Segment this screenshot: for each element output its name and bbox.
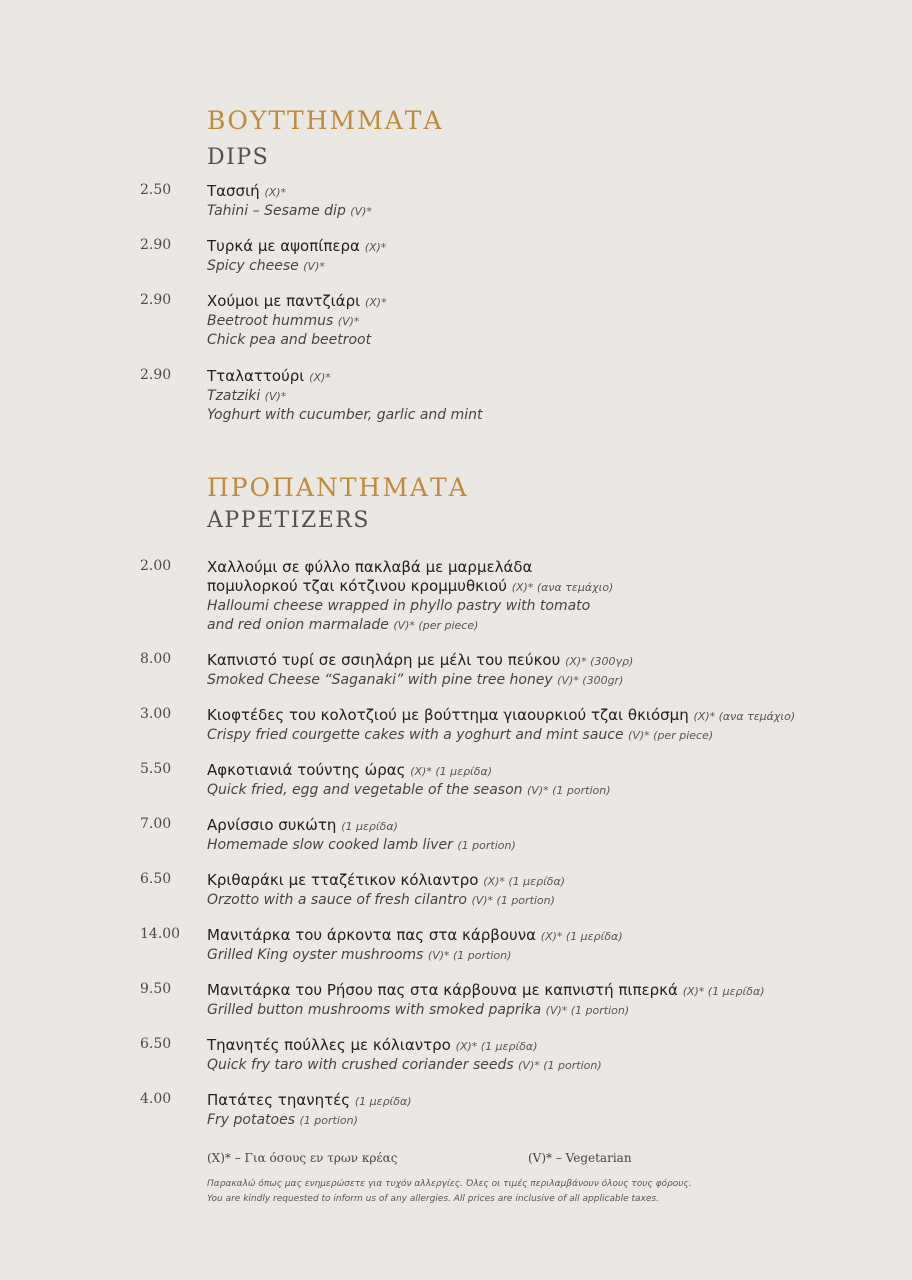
- item-note: (X)*: [264, 186, 287, 199]
- item-price: 6.50: [140, 871, 172, 887]
- item-note: (X)* (1 μερίδα): [410, 765, 493, 778]
- item-note: (V)* (300gr): [557, 674, 624, 687]
- item-name-greek: Μανιτάρκα του άρκοντα πας στα κάρβουνα: [207, 926, 536, 944]
- item-name-greek: Καπνιστό τυρί σε σσιηλάρη με μέλι του πεύκου: [207, 651, 561, 669]
- item-name-greek: Μανιτάρκα του Ρήσου πας στα κάρβουνα με καπνιστή πιπερκά: [207, 981, 678, 999]
- item-description-english: Chick pea and beetroot: [207, 332, 372, 348]
- item-price: 2.90: [140, 367, 172, 383]
- item-name-english: Smoked Cheese “Saganaki” with pine tree honey: [207, 672, 553, 688]
- item-name-english: Tzatziki: [207, 388, 261, 404]
- appetizers-title-english: APPETIZERS: [207, 508, 370, 533]
- item-name-english: Fry potatoes: [207, 1112, 296, 1128]
- item-name-english: Orzotto with a sauce of fresh cilantro: [207, 892, 467, 908]
- item-price: 5.50: [140, 761, 172, 777]
- item-note: (X)*: [364, 296, 387, 309]
- item-description-english: Yoghurt with cucumber, garlic and mint: [207, 407, 483, 423]
- item-note: (X)* (ανα τεμάχιο): [511, 581, 614, 594]
- item-note: (V)* (per piece): [393, 619, 479, 632]
- item-name-english: Spicy cheese: [207, 258, 299, 274]
- item-note: (X)* (1 μερίδα): [455, 1040, 538, 1053]
- item-note: (1 portion): [299, 1114, 358, 1127]
- item-note: (V)*: [337, 315, 360, 328]
- item-name-greek: Αρνίσσιο συκώτη: [207, 816, 337, 834]
- item-name-english: Quick fry taro with crushed coriander seeds: [207, 1057, 514, 1073]
- item-price: 2.90: [140, 237, 172, 253]
- item-name-english: Beetroot hummus: [207, 313, 334, 329]
- item-name-greek: Τηανητές πούλλες με κόλιαντρο: [207, 1036, 451, 1054]
- legend-meat: (X)* – Για όσους εν τρων κρέας: [207, 1151, 398, 1165]
- footer-note-greek: Παρακαλώ όπως μας ενημερώσετε για τυχόν αλλεργίες. Όλες οι τιμές περιλαμβάνουν όλους τους φόρους.: [207, 1179, 692, 1189]
- item-note: (V)* (1 portion): [518, 1059, 602, 1072]
- item-note: (V)*: [303, 260, 325, 273]
- item-name-greek: Χαλλούμι σε φύλλο πακλαβά με μαρμελάδα: [207, 558, 533, 576]
- item-price: 2.50: [140, 182, 172, 198]
- footer-note-english: You are kindly requested to inform us of any allergies. All prices are inclusive of all applicable taxes.: [207, 1194, 659, 1204]
- item-name-english: and red onion marmalade: [207, 617, 389, 633]
- item-name-greek: Τυρκά με αψοπίπερα: [207, 237, 360, 255]
- item-note: (V)*: [350, 205, 372, 218]
- item-note: (1 μερίδα): [341, 820, 398, 833]
- item-note: (V)* (1 portion): [545, 1004, 630, 1017]
- item-note: (X)*: [364, 241, 387, 254]
- item-note: (1 portion): [457, 839, 516, 852]
- item-name-english: Homemade slow cooked lamb liver: [207, 837, 453, 853]
- item-price: 9.50: [140, 981, 172, 997]
- item-note: (X)* (1 μερίδα): [540, 930, 623, 943]
- item-name-english: Quick fried, egg and vegetable of the season: [207, 782, 523, 798]
- item-name-greek: Αφκοτιανιά τούντης ώρας: [207, 761, 406, 779]
- item-name-greek: Κριθαράκι με τταζέτικον κόλιαντρο: [207, 871, 479, 889]
- item-name-english: Crispy fried courgette cakes with a yoghurt and mint sauce: [207, 727, 624, 743]
- item-note: (V)* (1 portion): [471, 894, 555, 907]
- item-note: (V)* (per piece): [628, 729, 714, 742]
- dips-title-greek: ΒΟΥΤΤΗΜΜΑΤΑ: [207, 106, 444, 135]
- item-note: (X)* (300γρ): [565, 655, 634, 668]
- item-name-greek: πομυλορκού τζαι κότζινου κρομμυθκιού: [207, 577, 507, 595]
- item-name-english: Halloumi cheese wrapped in phyllo pastry with tomato: [207, 598, 591, 614]
- dips-title-english: DIPS: [207, 145, 270, 170]
- item-price: 4.00: [140, 1091, 172, 1107]
- item-name-english: Tahini – Sesame dip: [207, 203, 346, 219]
- item-price: 2.00: [140, 558, 172, 574]
- item-name-greek: Χούμοι με παντζιάρι: [207, 292, 361, 310]
- item-note: (X)* (1 μερίδα): [682, 985, 765, 998]
- item-note: (1 μερίδα): [354, 1095, 412, 1108]
- item-price: 14.00: [140, 926, 181, 942]
- item-name-english: Grilled King oyster mushrooms: [207, 947, 424, 963]
- item-note: (X)* (ανα τεμάχιο): [693, 710, 796, 723]
- item-price: 8.00: [140, 651, 172, 667]
- item-price: 6.50: [140, 1036, 172, 1052]
- item-note: (V)* (1 portion): [527, 784, 611, 797]
- item-name-greek: Τταλαττούρι: [207, 367, 305, 385]
- item-note: (V)*: [264, 390, 287, 403]
- item-name-greek: Κιοφτέδες του κολοτζιού με βούττημα γιαουρκιού τζαι θκιόσμη: [207, 706, 689, 724]
- item-name-greek: Τασσιή: [207, 182, 260, 200]
- appetizers-title-greek: ΠΡΟΠΑΝΤΗΜΑΤΑ: [207, 473, 469, 502]
- legend-vegetarian: (V)* – Vegetarian: [528, 1151, 632, 1165]
- item-note: (X)* (1 μερίδα): [483, 875, 566, 888]
- item-price: 7.00: [140, 816, 172, 832]
- item-price: 3.00: [140, 706, 172, 722]
- item-note: (V)* (1 portion): [427, 949, 512, 962]
- item-name-english: Grilled button mushrooms with smoked paprika: [207, 1002, 542, 1018]
- item-note: (X)*: [309, 371, 331, 384]
- item-name-greek: Πατάτες τηανητές: [207, 1091, 351, 1109]
- item-price: 2.90: [140, 292, 172, 308]
